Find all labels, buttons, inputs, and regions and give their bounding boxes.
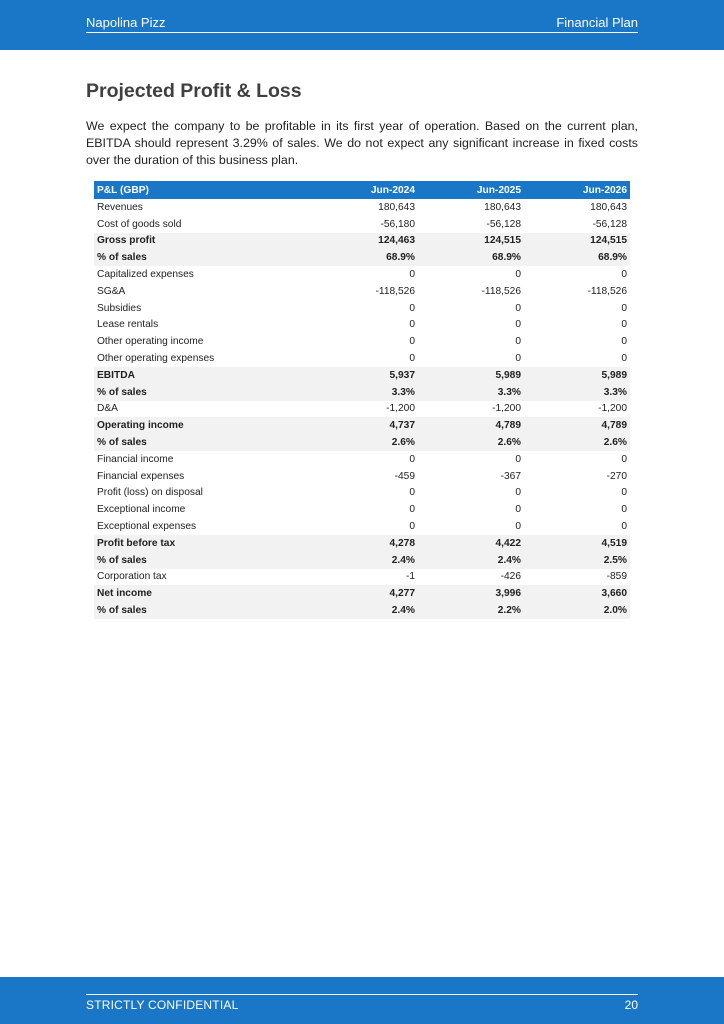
column-header-year: Jun-2024 — [312, 181, 418, 199]
row-value: -56,128 — [592, 218, 627, 230]
row-value: 4,278 — [312, 535, 418, 552]
row-value: 68.9% — [312, 249, 418, 266]
row-value: 4,277 — [312, 585, 418, 602]
row-label: % of sales — [94, 384, 312, 401]
table-header-row — [94, 181, 630, 199]
row-label: Capitalized expenses — [97, 269, 194, 281]
row-label: Other operating income — [97, 336, 204, 348]
row-value: 2.4% — [312, 552, 418, 569]
page-header — [0, 0, 724, 50]
row-value: 180,643 — [590, 201, 627, 213]
row-value: 0 — [409, 521, 415, 533]
table-row — [94, 501, 630, 518]
row-value: 3.3% — [312, 384, 418, 401]
table-row — [94, 569, 630, 586]
row-label: % of sales — [94, 552, 312, 569]
row-label: Profit before tax — [94, 535, 312, 552]
row-label: Gross profit — [94, 233, 312, 250]
header-company-name: Napolina Pizz — [86, 15, 166, 30]
row-value: 0 — [515, 269, 521, 281]
table-row — [94, 468, 630, 485]
row-value: 124,515 — [524, 233, 630, 250]
row-label: Profit (loss) on disposal — [97, 487, 203, 499]
row-value: 0 — [621, 504, 627, 516]
row-value: 3.3% — [524, 384, 630, 401]
row-label: Cost of goods sold — [97, 218, 182, 230]
row-value: 0 — [409, 353, 415, 365]
row-value: -118,526 — [375, 285, 415, 297]
row-value: 0 — [409, 504, 415, 516]
page-number: 20 — [624, 998, 638, 1012]
row-value: 124,515 — [418, 233, 524, 250]
header-rule — [86, 14, 638, 33]
table-row — [94, 401, 630, 418]
row-value: -426 — [500, 571, 521, 583]
row-value: 68.9% — [418, 249, 524, 266]
row-value: 68.9% — [524, 249, 630, 266]
row-value: -367 — [500, 470, 521, 482]
header-section-name: Financial Plan — [556, 15, 638, 30]
row-value: -118,526 — [481, 285, 521, 297]
row-value: 5,989 — [524, 367, 630, 384]
row-value: 0 — [409, 302, 415, 314]
row-label: Net income — [94, 585, 312, 602]
row-label: Exceptional income — [97, 504, 186, 516]
row-value: 2.0% — [524, 602, 630, 619]
row-value: 0 — [409, 453, 415, 465]
row-value: -1 — [405, 571, 415, 583]
row-value: 2.6% — [418, 434, 524, 451]
row-value: 4,422 — [418, 535, 524, 552]
table-row — [94, 317, 630, 334]
row-value: 2.6% — [524, 434, 630, 451]
row-value: -1,200 — [386, 403, 415, 415]
table-row — [94, 266, 630, 283]
row-label: Revenues — [97, 201, 143, 213]
table-row — [94, 602, 630, 619]
row-value: -1,200 — [598, 403, 627, 415]
row-value: -859 — [606, 571, 627, 583]
table-row — [94, 367, 630, 384]
table-row — [94, 434, 630, 451]
row-value: 0 — [621, 336, 627, 348]
table-row — [94, 333, 630, 350]
row-value: 4,789 — [418, 417, 524, 434]
row-value: 0 — [515, 504, 521, 516]
table-row — [94, 216, 630, 233]
row-value: 3.3% — [418, 384, 524, 401]
column-header-year: Jun-2025 — [418, 181, 524, 199]
row-label: % of sales — [94, 434, 312, 451]
row-value: 180,643 — [378, 201, 415, 213]
row-value: 2.4% — [312, 602, 418, 619]
table-row — [94, 518, 630, 535]
row-label: EBITDA — [94, 367, 312, 384]
row-value: 2.4% — [418, 552, 524, 569]
row-value: 3,660 — [524, 585, 630, 602]
row-value: -270 — [606, 470, 627, 482]
row-value: 0 — [621, 353, 627, 365]
row-label: Financial expenses — [97, 470, 185, 482]
row-value: 0 — [515, 521, 521, 533]
row-label: % of sales — [94, 602, 312, 619]
row-label: D&A — [97, 403, 118, 415]
row-value: 2.5% — [524, 552, 630, 569]
page-title: Projected Profit & Loss — [86, 80, 302, 102]
row-label: % of sales — [94, 249, 312, 266]
table-row — [94, 485, 630, 502]
row-value: 0 — [621, 302, 627, 314]
row-label: Financial income — [97, 453, 174, 465]
row-value: 0 — [409, 487, 415, 499]
table-row — [94, 233, 630, 250]
row-value: -56,180 — [380, 218, 415, 230]
table-row — [94, 300, 630, 317]
intro-paragraph: We expect the company to be profitable in its first year of operation. Based on the current plan, EBITDA should represent 3.29% of sales. We do not expect any significant increase in fixed costs over the duration of this business plan. — [86, 119, 638, 167]
row-label: Other operating expenses — [97, 353, 215, 365]
row-value: -1,200 — [492, 403, 521, 415]
row-value: 2.2% — [418, 602, 524, 619]
row-label: Subsidies — [97, 302, 142, 314]
row-value: 4,737 — [312, 417, 418, 434]
table-row — [94, 283, 630, 300]
row-value: 0 — [515, 302, 521, 314]
row-value: -459 — [394, 470, 415, 482]
table-row — [94, 451, 630, 468]
table-body — [94, 199, 630, 619]
row-value: 4,519 — [524, 535, 630, 552]
column-header-label: P&L (GBP) — [94, 181, 312, 199]
row-value: -118,526 — [587, 285, 627, 297]
table-row — [94, 535, 630, 552]
confidential-label: STRICTLY CONFIDENTIAL — [86, 998, 239, 1012]
row-value: 0 — [409, 336, 415, 348]
row-value: 0 — [409, 319, 415, 331]
row-value: 0 — [621, 453, 627, 465]
row-value: 0 — [621, 319, 627, 331]
row-value: 0 — [621, 487, 627, 499]
row-value: 5,989 — [418, 367, 524, 384]
row-label: Exceptional expenses — [97, 521, 197, 533]
row-value: 5,937 — [312, 367, 418, 384]
row-value: 0 — [515, 319, 521, 331]
row-label: SG&A — [97, 285, 126, 297]
page-footer — [0, 977, 724, 1024]
table-row — [94, 417, 630, 434]
table-row — [94, 552, 630, 569]
row-label: Lease rentals — [97, 319, 159, 331]
table-row — [94, 199, 630, 216]
row-value: 0 — [515, 336, 521, 348]
row-value: 0 — [515, 453, 521, 465]
row-value: 0 — [515, 487, 521, 499]
row-value: 3,996 — [418, 585, 524, 602]
profit-loss-table — [94, 181, 630, 619]
row-value: -56,128 — [486, 218, 521, 230]
row-value: 0 — [621, 269, 627, 281]
table-row — [94, 585, 630, 602]
table-row — [94, 350, 630, 367]
footer-rule — [86, 994, 638, 1014]
row-value: 124,463 — [312, 233, 418, 250]
row-value: 0 — [409, 269, 415, 281]
row-label: Operating income — [94, 417, 312, 434]
table-row — [94, 249, 630, 266]
row-value: 0 — [621, 521, 627, 533]
row-value: 180,643 — [484, 201, 521, 213]
row-value: 2.6% — [312, 434, 418, 451]
row-value: 0 — [515, 353, 521, 365]
table-row — [94, 384, 630, 401]
row-label: Corporation tax — [97, 571, 167, 583]
row-value: 4,789 — [524, 417, 630, 434]
column-header-year: Jun-2026 — [524, 181, 630, 199]
